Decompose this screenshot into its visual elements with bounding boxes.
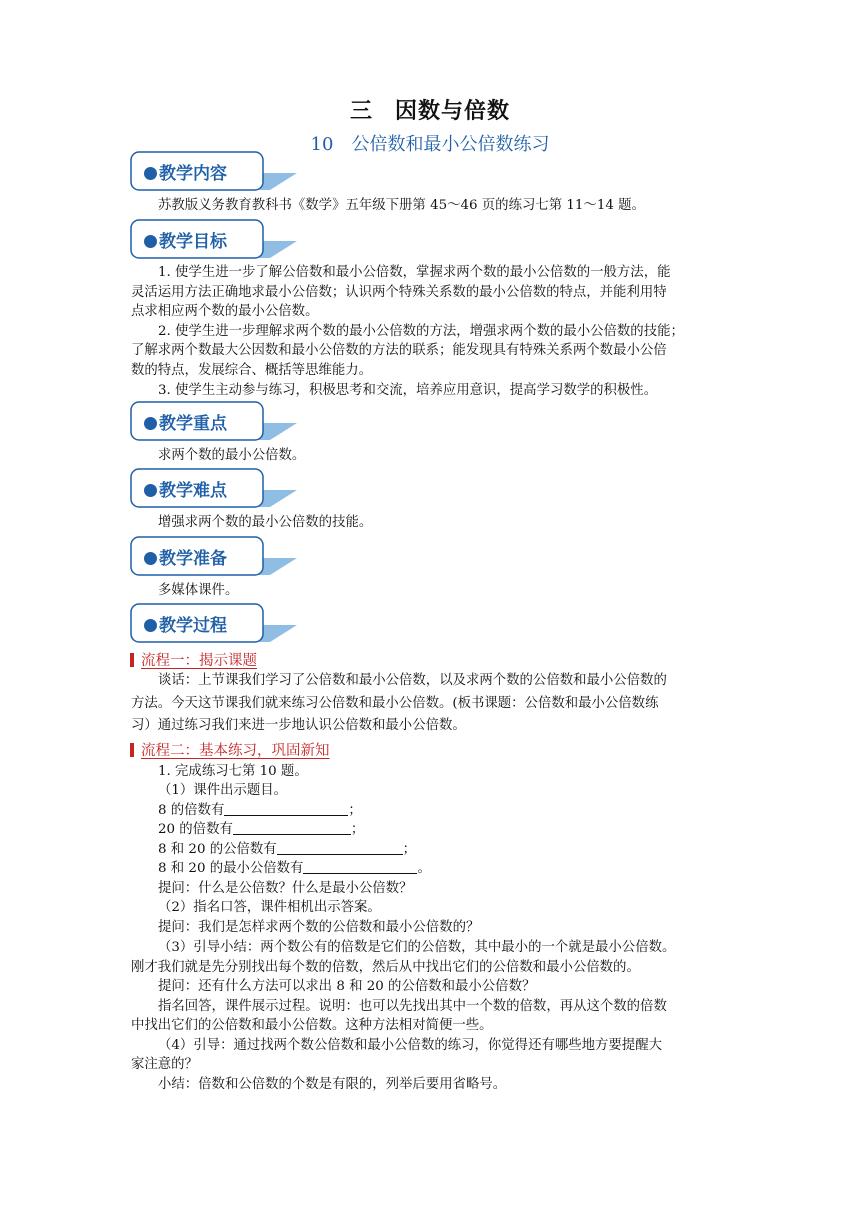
- answer-line-1: 指名回答，课件展示过程。说明：也可以先找出其中一个数的倍数，再从这个数的倍数: [158, 999, 667, 1014]
- fill-blank-1-label: 8 的倍数有: [158, 803, 225, 818]
- fill-blank-4-label: 8 和 20 的最小公倍数有: [158, 861, 304, 876]
- goal-3-line-1: 3. 使学生主动参与练习，积极思考和交流，培养应用意识，提高学习数学的积极性。: [158, 383, 658, 398]
- section-label: 教学过程: [159, 616, 227, 636]
- answer-line-2: 中找出它们的公倍数和最小公倍数。这种方法相对简便一些。: [131, 1018, 493, 1033]
- flow-2-heading: [130, 739, 330, 760]
- fill-blank-2-label: 20 的倍数有: [158, 822, 233, 837]
- goal-1-line-2: 灵活运用方法正确地求最小公倍数；认识两个特殊关系数的最小公倍数的特点，并能利用特: [131, 285, 667, 300]
- exercise-1: 1. 完成练习七第 10 题。: [158, 764, 308, 779]
- separator: ；: [348, 803, 362, 818]
- exercise-1-step-4-line-1: （4）引导：通过找两个数公倍数和最小公倍数的练习，你觉得还有哪些地方要提醒大: [158, 1038, 662, 1053]
- chapter-title: [0, 94, 860, 125]
- flow-1-title: 流程一：揭示课题: [141, 653, 257, 669]
- chapter-number: 三: [349, 98, 373, 124]
- flow-1-line-1: 谈话：上节课我们学习了公倍数和最小公倍数，以及求两个数的公倍数和最小公倍数的: [158, 673, 667, 688]
- flow-marker: [130, 653, 134, 667]
- answer-blank: [303, 860, 417, 874]
- exercise-1-step-4-line-2: 家注意的？: [131, 1057, 198, 1072]
- flow-1-heading: [130, 649, 257, 670]
- section-header-key: [130, 401, 300, 441]
- question-1: 提问：什么是公倍数？什么是最小公倍数？: [158, 881, 413, 896]
- answer-blank: [277, 841, 403, 855]
- section-label: 教学重点: [159, 414, 227, 434]
- question-2: 提问：我们是怎样求两个数的公倍数和最小公倍数的？: [158, 920, 480, 935]
- section-label: 教学目标: [159, 232, 227, 252]
- separator: ；: [402, 842, 417, 857]
- fill-blank-3-label: 8 和 20 的公倍数有: [158, 842, 277, 857]
- section-header-goals: [130, 219, 300, 259]
- separator: ；: [350, 822, 365, 837]
- bullet-icon: [144, 484, 157, 497]
- bullet-icon: [144, 167, 157, 180]
- question-3: 提问：还有什么方法可以求出 8 和 20 的公倍数和最小公倍数？: [158, 979, 536, 994]
- section-header-content: [130, 151, 300, 191]
- answer-blank: [233, 821, 351, 835]
- flow-1-line-2: 方法。今天这节课我们就来练习公倍数和最小公倍数。(板书课题：公倍数和最小公倍数练: [131, 696, 659, 711]
- goal-1-line-3: 点求相应两个数的最小公倍数。: [131, 304, 319, 319]
- bullet-icon: [144, 552, 157, 565]
- prep-text: 多媒体课件。: [158, 583, 239, 598]
- section-label: 教学准备: [159, 549, 227, 569]
- exercise-1-step-1: （1）课件出示题目。: [158, 783, 288, 798]
- section-header-difficulty: [130, 468, 300, 508]
- lesson-title: [0, 130, 860, 156]
- section-label: 教学难点: [159, 481, 227, 501]
- difficulty-text: 增强求两个数的最小公倍数的技能。: [158, 515, 373, 530]
- fill-blank-3: [131, 840, 758, 859]
- bullet-icon: [144, 417, 157, 430]
- answer-blank: [224, 802, 348, 816]
- fill-blank-2: [131, 820, 758, 839]
- flow-2-title: 流程二：基本练习，巩固新知: [141, 743, 330, 759]
- section-header-process: [130, 603, 300, 643]
- separator: 。: [417, 861, 431, 876]
- bullet-icon: [144, 235, 157, 248]
- bullet-icon: [144, 619, 157, 632]
- exercise-1-step-3-line-2: 刚才我们就是先分别找出每个数的倍数，然后从中找出它们的公倍数和最小公倍数的。: [131, 960, 640, 975]
- exercise-1-step-2: （2）指名口答，课件相机出示答案。: [158, 900, 381, 915]
- fill-blank-1: [131, 801, 758, 820]
- section-header-prep: [130, 536, 300, 576]
- flow-1-line-3: 习）通过练习我们来进一步地认识公倍数和最小公倍数。: [131, 718, 466, 733]
- goal-2-line-2: 了解求两个数最大公因数和最小公倍数的方法的联系；能发现具有特殊关系两个数最小公倍: [131, 343, 667, 358]
- chapter-name: 因数与倍数: [395, 98, 511, 124]
- key-text: 求两个数的最小公倍数。: [158, 448, 306, 463]
- content-text: 苏教版义务教育教科书《数学》五年级下册第 45～46 页的练习七第 11～14 题。: [158, 198, 645, 213]
- fill-blank-4: [131, 859, 758, 878]
- lesson-name: 公倍数和最小公倍数练习: [351, 134, 550, 155]
- goal-2-line-3: 数的特点，发展综合、概括等思维能力。: [131, 363, 373, 378]
- exercise-1-step-3-line-1: （3）引导小结：两个数公有的倍数是它们的公倍数，其中最小的一个就是最小公倍数。: [158, 940, 676, 955]
- goal-2-line-1: 2. 使学生进一步理解求两个数的最小公倍数的方法，增强求两个数的最小公倍数的技能；: [158, 324, 684, 339]
- lesson-number: 10: [310, 134, 334, 155]
- section-label: 教学内容: [159, 164, 227, 184]
- flow-marker: [130, 743, 134, 757]
- summary: 小结：倍数和公倍数的个数是有限的，列举后要用省略号。: [158, 1077, 507, 1092]
- goal-1-line-1: 1. 使学生进一步了解公倍数和最小公倍数，掌握求两个数的最小公倍数的一般方法，能: [158, 265, 671, 280]
